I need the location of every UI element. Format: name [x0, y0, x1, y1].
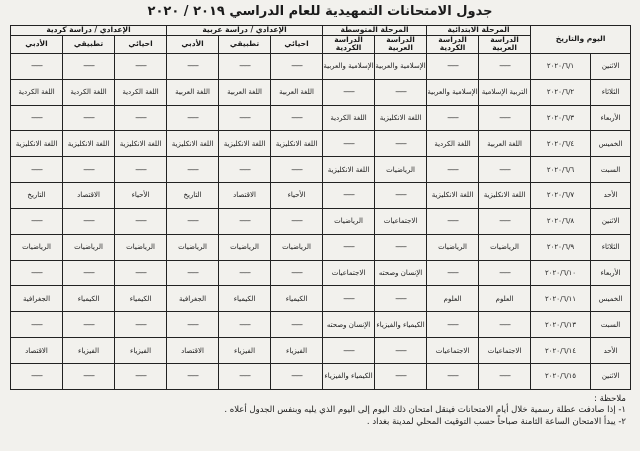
exam-cell: ------- [167, 53, 219, 79]
row-date: ٢٠٢٠/٦/٦ [531, 157, 591, 183]
exam-cell: اللغة الكردية [427, 131, 479, 157]
exam-cell: ------- [219, 157, 271, 183]
exam-cell: الكيمياء [115, 286, 167, 312]
row-date: ٢٠٢٠/٦/١٥ [531, 364, 591, 390]
exam-cell: ------- [271, 105, 323, 131]
header-subgroup: الأدبي [11, 35, 63, 53]
note-item-1: ١- إذا صادفت عطلة رسمية خلال أيام الامتحانات فينقل امتحان ذلك اليوم إلى اليوم الذي يليه وبنفس الجدول أعلاه . [224, 405, 626, 416]
exam-cell: اللغة الانكليزية [11, 131, 63, 157]
exam-cell: ------- [323, 286, 375, 312]
exam-cell: الإنسان وصحته [323, 312, 375, 338]
exam-cell: التاريخ [11, 183, 63, 209]
exam-cell: ------- [167, 157, 219, 183]
header-subgroup: احيائي [271, 35, 323, 53]
exam-cell: اللغة الانكليزية [427, 183, 479, 209]
exam-cell: الإنسان وصحته [375, 260, 427, 286]
table-row [11, 131, 631, 157]
exam-cell: ------- [11, 208, 63, 234]
header-subgroup: الدراسة الكردية [323, 35, 375, 53]
exam-cell: ------- [219, 105, 271, 131]
row-day: الاثنين [591, 53, 631, 79]
exam-cell: الاقتصاد [11, 338, 63, 364]
exam-cell: ------- [11, 312, 63, 338]
exam-cell: الكيمياء والفيزياء [375, 312, 427, 338]
exam-cell: الفيزياء [63, 338, 115, 364]
exam-cell: الإسلامية والعربية [427, 79, 479, 105]
exam-cell: اللغة الكردية [323, 105, 375, 131]
row-date: ٢٠٢٠/٦/١١ [531, 286, 591, 312]
table-row [11, 183, 631, 209]
note-item-2: ٢- يبدأ الامتحان الساعة الثامنة صباحاً حسب التوقيت المحلي لمدينة بغداد . [366, 416, 626, 427]
exam-cell: ------- [167, 260, 219, 286]
row-date: ٢٠٢٠/٦/١٠ [531, 260, 591, 286]
exam-cell: ------- [115, 157, 167, 183]
exam-cell: ------- [479, 260, 531, 286]
exam-cell: الفيزياء [219, 338, 271, 364]
exam-cell: اللغة الكردية [11, 79, 63, 105]
exam-cell: ------- [479, 208, 531, 234]
exam-cell: ------- [167, 105, 219, 131]
exam-cell: الاقتصاد [63, 183, 115, 209]
header-stage: المرحلة المتوسطة [323, 26, 427, 36]
exam-cell: ------- [323, 183, 375, 209]
exam-cell: ------- [219, 208, 271, 234]
exam-cell: اللغة الانكليزية [271, 131, 323, 157]
exam-cell: ------- [375, 338, 427, 364]
exam-cell: الاجتماعيات [479, 338, 531, 364]
exam-cell: ------- [427, 53, 479, 79]
exam-cell: ------- [427, 260, 479, 286]
notes-section [14, 394, 626, 428]
table-row [11, 79, 631, 105]
exam-cell: ------- [427, 208, 479, 234]
exam-cell: ------- [115, 312, 167, 338]
row-day: الأربعاء [591, 260, 631, 286]
exam-cell: ------- [115, 260, 167, 286]
exam-cell: اللغة الكردية [115, 79, 167, 105]
exam-cell: ------- [63, 157, 115, 183]
row-date: ٢٠٢٠/٦/٢ [531, 79, 591, 105]
row-day: الاثنين [591, 208, 631, 234]
exam-cell: ------- [63, 105, 115, 131]
exam-cell: ------- [11, 157, 63, 183]
exam-cell: الرياضيات [219, 234, 271, 260]
header-subgroup: احيائي [115, 35, 167, 53]
header-row-stages [11, 26, 631, 36]
row-date: ٢٠٢٠/٦/٩ [531, 234, 591, 260]
exam-cell: ------- [219, 312, 271, 338]
row-day: الأربعاء [591, 105, 631, 131]
header-subgroup: الأدبي [167, 35, 219, 53]
exam-cell: ------- [375, 183, 427, 209]
row-day: الاثنين [591, 364, 631, 390]
exam-cell: ------- [115, 105, 167, 131]
exam-cell: ------- [219, 53, 271, 79]
exam-cell: ------- [427, 105, 479, 131]
exam-cell: ------- [479, 312, 531, 338]
row-date: ٢٠٢٠/٦/٧ [531, 183, 591, 209]
exam-cell: ------- [375, 131, 427, 157]
exam-cell: ------- [11, 53, 63, 79]
header-subgroup: الدراسة العربية [479, 35, 531, 53]
row-date: ٢٠٢٠/٦/٨ [531, 208, 591, 234]
exam-cell: اللغة الانكليزية [167, 131, 219, 157]
exam-cell: ------- [375, 79, 427, 105]
exam-cell: الأحياء [115, 183, 167, 209]
exam-cell: الاجتماعيات [427, 338, 479, 364]
row-day: الخميس [591, 286, 631, 312]
table-row [11, 312, 631, 338]
exam-cell: التربية الإسلامية [479, 79, 531, 105]
exam-cell: ------- [375, 364, 427, 390]
exam-cell: الفيزياء [271, 338, 323, 364]
exam-cell: ------- [63, 208, 115, 234]
exam-cell: ------- [323, 234, 375, 260]
exam-cell: ------- [375, 286, 427, 312]
exam-cell: اللغة الانكليزية [479, 183, 531, 209]
table-row [11, 338, 631, 364]
exam-cell: ------- [11, 364, 63, 390]
exam-cell: الرياضيات [167, 234, 219, 260]
exam-cell: الاقتصاد [219, 183, 271, 209]
exam-cell: الرياضيات [375, 157, 427, 183]
exam-cell: ------- [63, 260, 115, 286]
exam-cell: التاريخ [167, 183, 219, 209]
row-date: ٢٠٢٠/٦/٤ [531, 131, 591, 157]
exam-cell: ------- [479, 364, 531, 390]
exam-cell: الجغرافية [167, 286, 219, 312]
exam-cell: الاجتماعيات [323, 260, 375, 286]
notes-heading: ملاحظة : [594, 394, 626, 404]
exam-cell: ------- [479, 105, 531, 131]
exam-cell: الإسلامية والعربية [375, 53, 427, 79]
exam-cell: ------- [375, 234, 427, 260]
exam-cell: ------- [167, 312, 219, 338]
exam-cell: الفيزياء [115, 338, 167, 364]
exam-cell: الرياضيات [427, 234, 479, 260]
row-date: ٢٠٢٠/٦/٣ [531, 105, 591, 131]
exam-cell: ------- [479, 53, 531, 79]
exam-cell: العلوم [479, 286, 531, 312]
exam-cell: ------- [427, 312, 479, 338]
exam-cell: الكيمياء [271, 286, 323, 312]
exam-cell: الاقتصاد [167, 338, 219, 364]
row-date: ٢٠٢٠/٦/١ [531, 53, 591, 79]
exam-cell: ------- [115, 208, 167, 234]
exam-cell: ------- [219, 364, 271, 390]
table-row [11, 53, 631, 79]
exam-cell: ------- [427, 157, 479, 183]
row-day: الأحد [591, 183, 631, 209]
exam-cell: الرياضيات [11, 234, 63, 260]
exam-cell: ------- [219, 260, 271, 286]
exam-cell: الرياضيات [323, 208, 375, 234]
header-subgroup: تطبيقي [63, 35, 115, 53]
exam-cell: اللغة الانكليزية [63, 131, 115, 157]
row-day: السبت [591, 312, 631, 338]
exam-cell: ------- [63, 364, 115, 390]
header-subgroup: الدراسة الكردية [427, 35, 479, 53]
header-stage: المرحلة الابتدائية [427, 26, 531, 36]
exam-cell: الجغرافية [11, 286, 63, 312]
exam-cell: اللغة الانكليزية [375, 105, 427, 131]
exam-cell: الإسلامية والعربية [323, 53, 375, 79]
table-row [11, 105, 631, 131]
exam-cell: ------- [271, 260, 323, 286]
table-row [11, 234, 631, 260]
row-date: ٢٠٢٠/٦/١٣ [531, 312, 591, 338]
table-row [11, 364, 631, 390]
header-day-date: اليوم والتاريخ [531, 26, 631, 54]
table-row [11, 260, 631, 286]
exam-cell: ------- [323, 79, 375, 105]
exam-cell: ------- [271, 208, 323, 234]
page-title: جدول الامتحانات التمهيدية للعام الدراسي ٢٠١٩ / ٢٠٢٠ [147, 4, 493, 19]
row-day: الثلاثاء [591, 79, 631, 105]
exam-cell: ------- [479, 157, 531, 183]
exam-cell: ------- [323, 131, 375, 157]
exam-cell: ------- [427, 364, 479, 390]
exam-schedule-table [10, 25, 631, 390]
table-row [11, 286, 631, 312]
exam-cell: ------- [167, 208, 219, 234]
row-day: الثلاثاء [591, 234, 631, 260]
exam-cell: الرياضيات [271, 234, 323, 260]
exam-cell: الاجتماعيات [375, 208, 427, 234]
exam-cell: ------- [63, 312, 115, 338]
exam-cell: اللغة الكردية [63, 79, 115, 105]
exam-cell: ------- [115, 364, 167, 390]
header-stage: الإعدادي / دراسة كردية [11, 26, 167, 36]
exam-cell: اللغة العربية [271, 79, 323, 105]
exam-cell: الكيمياء [219, 286, 271, 312]
schedule-body [11, 53, 631, 389]
row-day: السبت [591, 157, 631, 183]
table-row [11, 208, 631, 234]
row-day: الأحد [591, 338, 631, 364]
exam-cell: الكيمياء والفيزياء [323, 364, 375, 390]
exam-cell: الرياضيات [115, 234, 167, 260]
exam-cell: ------- [115, 53, 167, 79]
exam-cell: ------- [271, 157, 323, 183]
exam-cell: اللغة العربية [479, 131, 531, 157]
exam-cell: الكيمياء [63, 286, 115, 312]
exam-cell: ------- [11, 105, 63, 131]
exam-cell: ------- [167, 364, 219, 390]
exam-cell: ------- [271, 312, 323, 338]
exam-cell: الرياضيات [63, 234, 115, 260]
exam-cell: اللغة الانكليزية [323, 157, 375, 183]
exam-cell: ------- [323, 338, 375, 364]
exam-cell: العلوم [427, 286, 479, 312]
exam-cell: اللغة الانكليزية [115, 131, 167, 157]
header-stage: الإعدادي / دراسة عربية [167, 26, 323, 36]
exam-cell: ------- [11, 260, 63, 286]
exam-cell: الأحياء [271, 183, 323, 209]
row-date: ٢٠٢٠/٦/١٤ [531, 338, 591, 364]
header-subgroup: الدراسة العربية [375, 35, 427, 53]
header-subgroup: تطبيقي [219, 35, 271, 53]
row-day: الخميس [591, 131, 631, 157]
exam-cell: ------- [271, 364, 323, 390]
exam-cell: الرياضيات [479, 234, 531, 260]
exam-cell: اللغة الانكليزية [219, 131, 271, 157]
exam-cell: ------- [63, 53, 115, 79]
table-row [11, 157, 631, 183]
exam-cell: ------- [271, 53, 323, 79]
exam-cell: اللغة العربية [219, 79, 271, 105]
exam-cell: اللغة العربية [167, 79, 219, 105]
